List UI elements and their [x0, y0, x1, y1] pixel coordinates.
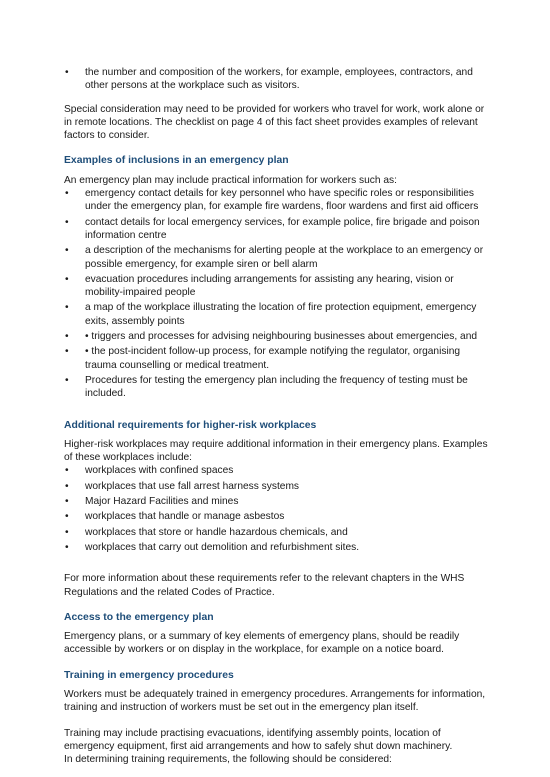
list-item: • contact details for local emergency services, for example police, fire brigade and poison information centre	[64, 216, 490, 243]
access-paragraph: Emergency plans, or a summary of key elements of emergency plans, should be readily accessible by workers or on display in the workplace, for example on a notice board.	[64, 631, 460, 656]
special-consideration-paragraph: Special consideration may need to be provided for workers who travel for work, work alone or in remote locations. The checklist on page 4 of this fact sheet provides examples of relevant factors to consider.	[64, 103, 485, 142]
access-heading: Access to the emergency plan	[64, 611, 214, 623]
list-item: • Procedures for testing the emergency plan including the frequency of testing must be included.	[64, 374, 490, 401]
training-paragraph-2: Training may include practising evacuations, identifying assembly points, location of emergency equipment, first aid arrangements and how to safely shut down machinery.	[64, 727, 453, 752]
list-item: • workplaces that handle or manage asbestos	[64, 510, 490, 523]
list-item: • • the post-incident follow-up process, for example notifying the regulator, organising trauma counselling or medical treatment.	[64, 345, 490, 372]
training-paragraph-3: In determining training requirements, the following should be considered:	[64, 754, 392, 766]
inclusions-intro: An emergency plan may include practical information for workers such as:	[64, 174, 397, 186]
list-item: • Major Hazard Facilities and mines	[64, 495, 490, 508]
list-item: • emergency contact details for key personnel who have specific roles or responsibilities under the emergency plan, for example fire wardens, floor wardens and first aid officers	[64, 187, 490, 214]
more-info-paragraph: For more information about these requirements refer to the relevant chapters in the WHS Regulations and the related Codes of Practice.	[64, 573, 465, 598]
higher-risk-heading: Additional requirements for higher-risk workplaces	[64, 419, 317, 431]
list-item: • workplaces with confined spaces	[64, 464, 490, 477]
list-item: • workplaces that use fall arrest harness systems	[64, 480, 490, 493]
higher-risk-intro: Higher-risk workplaces may require additional information in their emergency plans. Examples of these workplaces include:	[64, 438, 488, 464]
list-item: • the number and composition of the workers, for example, employees, contractors, and other persons at the workplace such as visitors.	[64, 66, 490, 93]
list-item: • • triggers and processes for advising neighbouring businesses about emergencies, and	[64, 330, 490, 343]
inclusions-heading: Examples of inclusions in an emergency plan	[64, 155, 289, 167]
training-heading: Training in emergency procedures	[64, 669, 234, 681]
list-item: • a description of the mechanisms for alerting people at the workplace to an emergency or possible emergency, for example siren or bell alarm	[64, 244, 490, 271]
inclusions-list	[64, 187, 490, 400]
list-item: • evacuation procedures including arrangements for assisting any hearing, vision or mobility-impaired people	[64, 273, 490, 300]
training-paragraph-1: Workers must be adequately trained in emergency procedures. Arrangements for information, training and instruction of workers must be set out in the emergency plan itself.	[64, 688, 486, 714]
intro-bullet-list	[64, 66, 490, 93]
list-item: • a map of the workplace illustrating the location of fire protection equipment, emergency exits, assembly points	[64, 301, 490, 328]
list-item: • workplaces that carry out demolition and refurbishment sites.	[64, 541, 490, 554]
list-item: • workplaces that store or handle hazardous chemicals, and	[64, 526, 490, 539]
higher-risk-list	[64, 464, 490, 554]
